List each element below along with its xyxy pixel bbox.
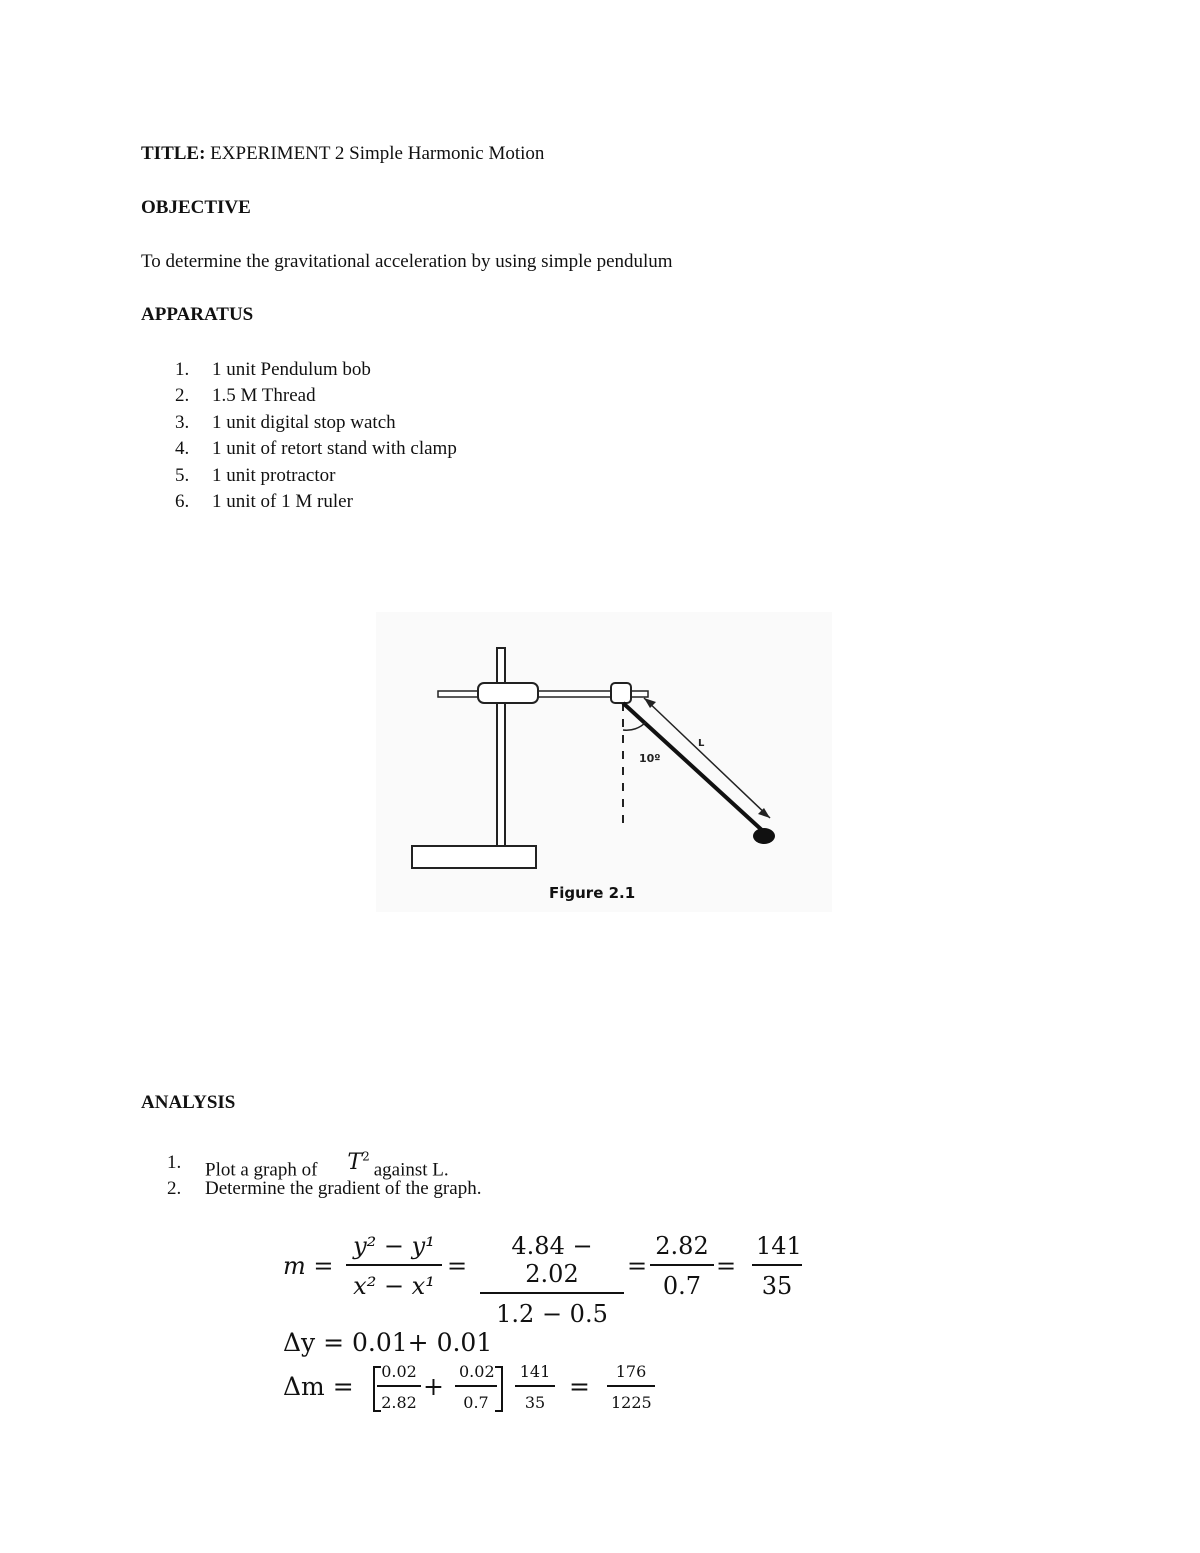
list-text: 1 unit of retort stand with clamp [212, 438, 457, 460]
fraction-denominator: 0.7 [463, 1393, 489, 1412]
gradient-equation [280, 1232, 820, 1328]
stand-base [412, 846, 536, 868]
objective-text: To determine the gravitational acceleration by using simple pendulum [141, 251, 673, 272]
eq-fraction-symbolic [346, 1232, 442, 1300]
eq-equals-2: = [627, 1252, 648, 1280]
eq-fraction-result [752, 1232, 802, 1300]
list-number: 1. [167, 1152, 182, 1173]
bracket-fraction-1 [377, 1362, 421, 1412]
close-bracket [495, 1366, 503, 1412]
fraction-numerator: 4.84 − 2.02 [480, 1232, 624, 1294]
list-number: 6. [175, 490, 190, 512]
list-text-post: against L. [373, 1159, 449, 1181]
list-text: 1 unit of 1 M ruler [212, 490, 353, 512]
fraction-denominator: x² − x¹ [353, 1272, 435, 1300]
pendulum-diagram [376, 612, 832, 912]
delta-y-equation: Δy = 0.01+ 0.01 [283, 1328, 493, 1357]
eq-equals: = [569, 1372, 590, 1401]
eq-equals-3: = [716, 1252, 737, 1280]
title-label: TITLE: [141, 143, 206, 164]
stand-rod [497, 648, 505, 846]
list-text: Determine the gradient of the graph. [205, 1178, 482, 1200]
pivot-clamp [611, 683, 631, 703]
bracket-fraction-result [607, 1362, 655, 1412]
fraction-numerator: 0.02 [455, 1362, 497, 1387]
title-line [141, 143, 544, 165]
list-text: 1 unit digital stop watch [212, 411, 396, 433]
pendulum-figure [376, 612, 832, 912]
fraction-numerator: 0.02 [377, 1362, 421, 1387]
boss-clamp [478, 683, 538, 703]
fraction-numerator: 141 [752, 1232, 802, 1266]
list-text: 1 unit protractor [212, 464, 336, 486]
fraction-denominator: 35 [761, 1272, 793, 1300]
list-number: 2. [175, 385, 190, 407]
fraction-denominator: 0.7 [662, 1272, 702, 1300]
angle-label: 10º [639, 752, 661, 765]
t-superscript: 2 [362, 1150, 370, 1164]
list-text: 1 unit Pendulum bob [212, 359, 371, 380]
eq-fraction-simplified [650, 1232, 714, 1300]
list-number: 3. [175, 411, 190, 433]
list-number: 2. [167, 1178, 182, 1200]
t-squared-symbol [347, 1150, 369, 1175]
t-symbol: T [347, 1150, 363, 1176]
fraction-numerator: 176 [607, 1362, 655, 1387]
apparatus-heading: APPARATUS [141, 304, 254, 325]
eq-m-lhs: m = [283, 1252, 334, 1280]
length-label: L [698, 738, 705, 749]
fraction-numerator: 2.82 [650, 1232, 714, 1266]
title-text: EXPERIMENT 2 Simple Harmonic Motion [210, 143, 545, 164]
bracket-fraction-3 [515, 1362, 555, 1412]
delta-m-equation [283, 1362, 703, 1422]
eq-dm-lhs: Δm = [283, 1372, 354, 1401]
bracket-fraction-2 [455, 1362, 497, 1412]
objective-heading: OBJECTIVE [141, 197, 251, 218]
analysis-heading: ANALYSIS [141, 1092, 236, 1113]
pendulum-bob [753, 828, 775, 844]
list-number: 5. [175, 464, 190, 486]
plus-sign: + [423, 1372, 444, 1401]
fraction-numerator: y² − y¹ [346, 1232, 442, 1266]
fraction-denominator: 35 [524, 1393, 546, 1412]
fraction-denominator: 2.82 [381, 1393, 417, 1412]
figure-caption: Figure 2.1 [549, 884, 636, 902]
list-number: 4. [175, 438, 190, 460]
fraction-numerator: 141 [515, 1362, 555, 1387]
fraction-denominator: 1.2 − 0.5 [496, 1300, 608, 1328]
eq-fraction-values [480, 1232, 624, 1328]
eq-equals-1: = [447, 1252, 468, 1280]
list-text-pre: Plot a graph of [205, 1159, 318, 1181]
list-number: 1. [175, 359, 190, 380]
fraction-denominator: 1225 [611, 1393, 652, 1412]
list-text: 1.5 M Thread [212, 385, 316, 407]
